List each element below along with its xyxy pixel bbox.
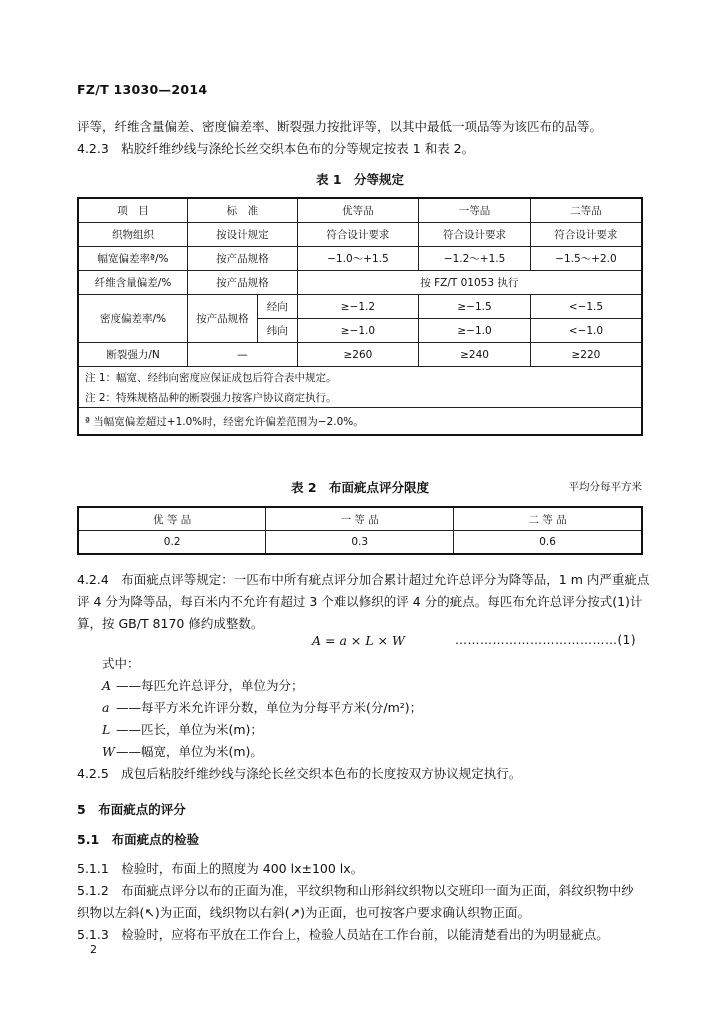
legend-item [102, 675, 304, 697]
table-header-row [78, 507, 642, 531]
legend-symbol: L [102, 722, 111, 737]
clause-5-1-2-line1: 5.1.2 布面疵点评分以布的正面为准，平纹织物和山形斜纹织物以交班印一面为正面，斜纹织物中纱 [77, 883, 634, 898]
table-header-row [78, 198, 642, 223]
table-1-caption: 表 1 分等规定 [315, 172, 405, 187]
table-note-row [78, 387, 642, 408]
header-grade-second: 二等品 [530, 198, 642, 223]
standard-cell: 按产品规格 [188, 247, 298, 271]
standard-number: FZ/T 13030—2014 [77, 82, 208, 97]
legend-symbol: a [102, 700, 110, 715]
table-footnote: ª 当幅宽偏差超过+1.0%时，经密允许偏差范围为−2.0%。 [78, 408, 642, 436]
value-cell: ≥−1.0 [419, 319, 531, 343]
value-cell: −1.2～+1.5 [419, 247, 531, 271]
header-standard: 标 准 [188, 198, 298, 223]
table-note-1: 注 1：幅宽、经纬向密度应保证成包后符合表中规定。 [78, 367, 642, 388]
table-row [78, 295, 642, 319]
table-row [78, 271, 642, 295]
clause-5-1-1: 5.1.1 检验时，布面上的照度为 400 lx±100 lx。 [77, 861, 364, 876]
table-2-caption: 表 2 布面疵点评分限度 [290, 480, 430, 495]
defect-score-table [77, 506, 643, 555]
clause-5-1-2-line2: 织物以左斜(↖)为正面，线织物以右斜(↗)为正面，也可按客户要求确认织物正面。 [77, 905, 530, 920]
header-item: 项 目 [78, 198, 188, 223]
legend-item [102, 697, 422, 719]
clause-4-2-4-line3: 算，按 GB/T 8170 修约成整数。 [77, 616, 264, 631]
row-label: 幅宽偏差率ª/% [78, 247, 188, 271]
standard-cell: 按产品规格 [188, 271, 298, 295]
section-5-heading: 5 布面疵点的评分 [77, 802, 186, 817]
header-grade-first: 一等品 [419, 198, 531, 223]
legend-item [102, 741, 263, 763]
table-row [78, 531, 642, 555]
row-label: 断裂强力/N [78, 343, 188, 367]
header-grade-first: 一 等 品 [266, 507, 454, 531]
legend-intro: 式中： [102, 656, 140, 671]
formula: A = a × L × W [312, 633, 405, 648]
legend-symbol: A [102, 678, 112, 693]
value-cell: −1.5～+2.0 [530, 247, 642, 271]
value-cell: 0.3 [266, 531, 454, 555]
value-cell: ≥−1.2 [297, 295, 419, 319]
direction-cell: 纬向 [257, 319, 297, 343]
header-grade-superior: 优 等 品 [78, 507, 266, 531]
clause-4-2-5: 4.2.5 成包后粘胶纤维纱线与涤纶长丝交织本色布的长度按双方协议规定执行。 [77, 766, 522, 781]
value-cell: ≥−1.5 [419, 295, 531, 319]
value-cell: ≥−1.0 [297, 319, 419, 343]
header-grade-second: 二 等 品 [454, 507, 642, 531]
value-cell: 0.2 [78, 531, 266, 555]
value-cell: 符合设计要求 [530, 223, 642, 247]
row-label: 密度偏差率/% [78, 295, 188, 343]
value-cell: 符合设计要求 [419, 223, 531, 247]
header-grade-superior: 优等品 [297, 198, 419, 223]
clause-4-2-4-line2: 评 4 分为降等品，每百米内不允许有超过 3 个难以修织的评 4 分的疵点。每匹布允许总评分按式(1)计 [77, 594, 643, 609]
value-cell: ≥260 [297, 343, 419, 367]
value-cell: <−1.5 [530, 295, 642, 319]
equation-number: …………………………………(1) [455, 633, 636, 647]
row-label: 织物组织 [78, 223, 188, 247]
table-note-row [78, 367, 642, 388]
value-cell: −1.0～+1.5 [297, 247, 419, 271]
value-cell: <−1.0 [530, 319, 642, 343]
row-label: 纤维含量偏差/% [78, 271, 188, 295]
legend-desc: ——匹长，单位为米(m)； [116, 722, 263, 737]
table-note-2: 注 2：特殊规格品种的断裂强力按客户协议商定执行。 [78, 387, 642, 408]
standard-cell: — [188, 343, 298, 367]
table-row [78, 247, 642, 271]
legend-desc: ——每匹允许总评分，单位为分； [116, 678, 304, 693]
clause-4-2-4-line1: 4.2.4 布面疵点评等规定：一匹布中所有疵点评分加合累计超过允许总评分为降等品，1 m 内严重疵点 [77, 572, 650, 587]
standard-cell: 按产品规格 [188, 295, 258, 343]
standard-cell: 按设计规定 [188, 223, 298, 247]
legend-desc: ——幅宽，单位为米(m)。 [116, 744, 263, 759]
legend-symbol: W [102, 744, 115, 759]
page-number: 2 [90, 943, 97, 956]
table-row [78, 343, 642, 367]
merged-value-cell: 按 FZ/T 01053 执行 [297, 271, 642, 295]
clause-5-1-3: 5.1.3 检验时，应将布平放在工作台上，检验人员站在工作台前，以能清楚看出的为明显疵点。 [77, 927, 609, 942]
legend-item [102, 719, 263, 741]
legend-desc: ——每平方米允许评分数，单位为分每平方米(分/m²)； [116, 700, 423, 715]
table-footnote-row [78, 408, 642, 436]
paragraph-continuation: 评等，纤维含量偏差、密度偏差率、断裂强力按批评等，以其中最低一项品等为该匹布的品等。 [77, 119, 603, 134]
direction-cell: 经向 [257, 295, 297, 319]
value-cell: ≥220 [530, 343, 642, 367]
value-cell: 符合设计要求 [297, 223, 419, 247]
value-cell: 0.6 [454, 531, 642, 555]
value-cell: ≥240 [419, 343, 531, 367]
clause-4-2-3: 4.2.3 粘胶纤维纱线与涤纶长丝交织本色布的分等规定按表 1 和表 2。 [77, 141, 475, 156]
section-5-1-heading: 5.1 布面疵点的检验 [77, 832, 200, 847]
table-row [78, 223, 642, 247]
grading-table [77, 197, 643, 436]
table-2-unit: 平均分每平方米 [568, 481, 642, 493]
